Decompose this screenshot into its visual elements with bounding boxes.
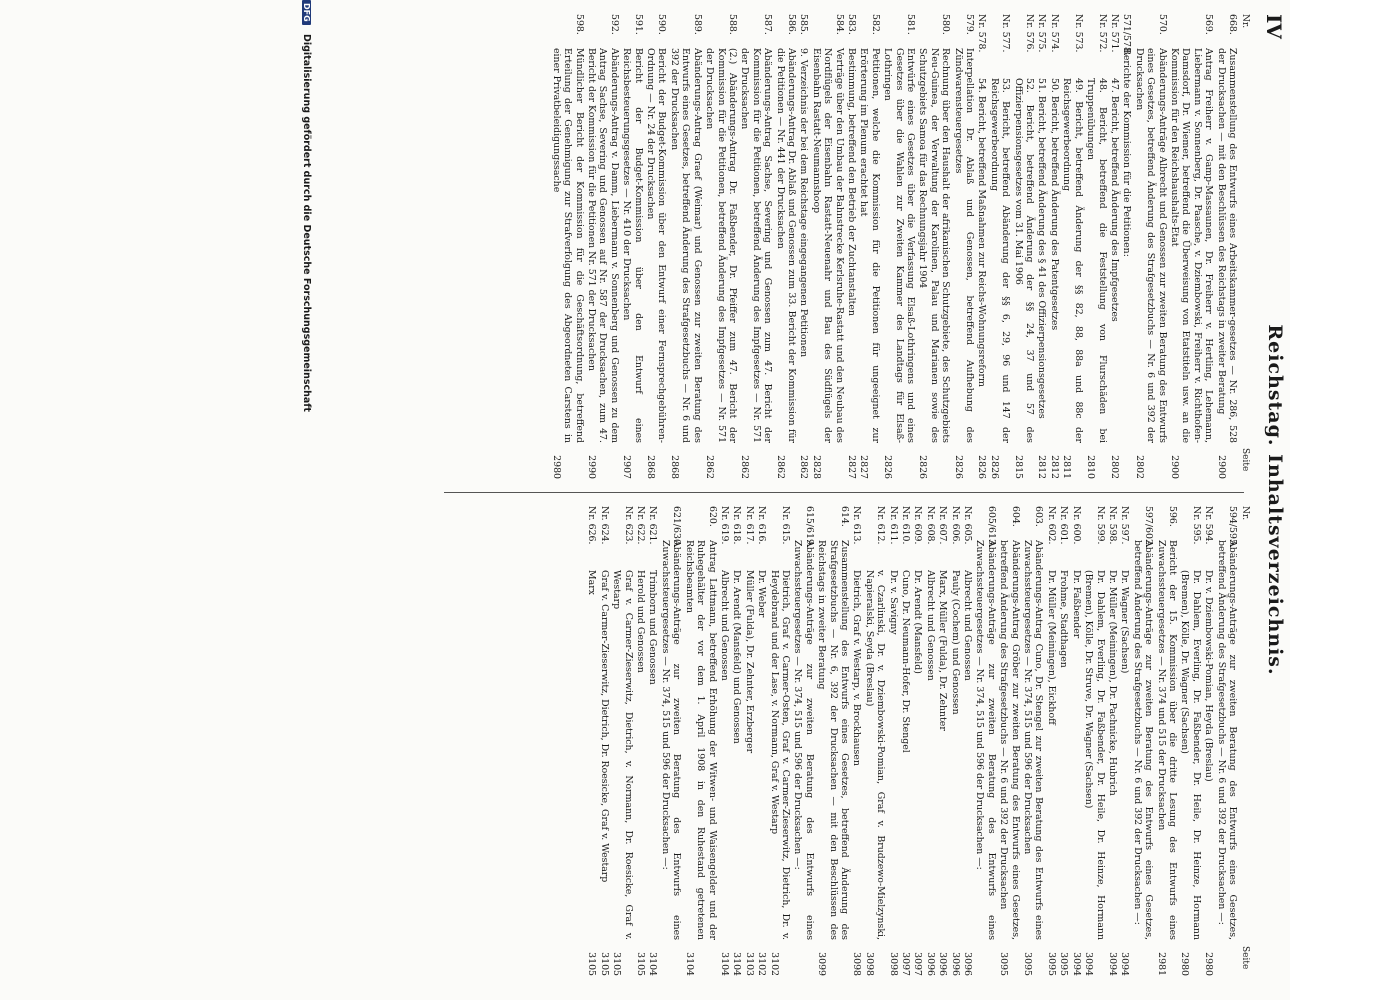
entry-page: 3102 [768,952,780,976]
entry-page: 2900 [1215,455,1227,479]
entry-number: 603. [1033,506,1045,527]
entry-number: 620. [706,506,718,527]
entry-number: Nr. 576. [1024,14,1036,53]
entry-page: 2990 [586,455,598,479]
entry-page: 2862 [739,455,751,479]
toc-entry [550,14,584,479]
entry-page: 2826 [988,455,1000,479]
entry-title: Dr. v. Dziembowski-Pomian, Heyda (Breslau) [1203,570,1215,782]
entry-title: 53. Bericht, betreffend Abänderung der §§ 6, 29, 96 und 147 der Reichsgewerbeordnung [988,78,1012,443]
entry-title: Abänderungs-Antrag Cuno, Dr. Stengel zur zweiten Beratung des Entwurfs eines Zuwachssteuergesetzes — Nr. 374, 515 und 596 der Drucksachen [1022,540,1045,940]
right-nr-label: Nr. [1240,506,1250,521]
entry-title: Bestimmung, betreffend den Betrieb der Zuchtanstalten [846,48,857,316]
toc-entry [962,506,973,976]
entry-title: Herold und Genossen [635,570,647,673]
entry-title: 50. Bericht, betreffend Änderung des Patentgesetzes [1048,78,1060,331]
entry-title: (2.) Abänderungs-Antrag Dr. Faßbender, Dr. Pfeiffer zum 47. Bericht der Kommission für die Petitionen, betreffend Änderung des Impfgesetzes — Nr. 571 der Drucksachen [704,48,738,443]
entry-page: 3103 [743,952,755,976]
toc-entry [743,506,754,976]
entry-number: Nr. 611. [887,506,899,545]
toc-entry [1203,506,1214,976]
entry-page: 3105 [635,952,647,976]
entry-number: 592. [608,14,620,35]
toc-entry [912,506,923,976]
entry-page: 3098 [887,952,899,976]
entry-page: 2980 [550,455,562,479]
entry-number: 615/619. [803,506,815,548]
entry-page: 3098 [851,952,863,976]
entry-number: Nr. 577. [1000,14,1012,53]
entry-page: 2826 [917,455,929,479]
entry-number: Nr. 571. [1108,14,1120,53]
entry-number: Nr. 616. [756,506,768,545]
entry-page: 2900 [1168,455,1180,479]
entry-title: 49. Bericht, betreffend Änderung der §§ 82, 88, 88a und 88c der Reichsgewerbeordnung [1061,78,1084,443]
entry-number: 604. [1009,506,1021,527]
entry-title: 52. Bericht, betreffend Änderung der §§ 24, 37 und 57 des Offizierpensionsgesetzes vom 31. Mai 1906 [1012,78,1036,443]
entry-title: v. Czarlinski, Dr. v. Dziembowski-Pomian, Graf v. Brudzewo-Mielzynski, Napieralski, Seyda (Breslau) [863,570,887,940]
entry-number: Nr. 626. [586,506,598,545]
entry-title: 47. Bericht, betreffend Änderung des Impfgesetzes [1108,78,1120,322]
entry-title: Antrag Lattmann, betreffend Erhöhung der Witwen- und Waisengelder und der Ruhegehälter der vor dem 1. April 1908 in den Ruhestand getretenen Reichsbeamten [683,540,718,940]
entry-title: Dr. Müller (Meiningen), Dr. Pachnicke, Hubrich [1106,570,1118,796]
entry-number: 605/613. [985,506,997,548]
page-header [1262,14,1286,986]
entry-page: 2826 [976,455,988,479]
page-title: Reichstag. Inhaltsverzeichnis. [1264,324,1286,676]
toc-entry [586,506,597,976]
dfg-logo: DFG [302,0,311,25]
entry-title: Dr. Weber [756,570,768,618]
entry-page: 3096 [949,952,961,976]
toc-entry [1085,14,1108,479]
toc-entry [952,14,975,479]
entry-number: Nr. 624. [598,506,610,545]
entry-page: 3094 [1070,952,1082,976]
entry-number: Nr. 621. [647,506,659,545]
entry-number: 583. [846,14,857,35]
entry-number: Nr. 595. [1190,506,1202,545]
entry-page: 2812 [1048,455,1060,479]
entry-title: Interpellation Dr. Ablaß und Genossen, betreffend Aufhebung des Zündwarensteuergesetzes [952,48,976,443]
toc-entry [774,14,797,479]
entry-page: 2827 [846,455,857,479]
entry-page: 3096 [924,952,936,976]
entry-number: 586. [785,14,797,35]
entry-number: Nr. 606. [949,506,961,545]
entry-title: Bericht der Budget-Kommission über den Entwurf eines Reichsbesteuerungsgesetzes — Nr. 410 der Drucksachen [621,48,644,443]
entry-page: 3095 [1045,952,1057,976]
entry-title: Dr. Dahlem, Everling, Dr. Faßbender, Dr. Heile, Dr. Heinze, Hormann (Bremen), Kölle, Dr. Wagner (Sachsen) [1179,570,1202,940]
toc-entry [792,506,815,976]
entry-number: 591. [632,14,644,35]
toc-entry [1155,506,1178,976]
entry-page: 3094 [1106,952,1118,976]
toc-entry [949,506,960,976]
entry-page: 2981 [1155,952,1167,976]
toc-entry [887,506,898,976]
entry-page: 2907 [621,455,633,479]
entry-title: Dr. Dahlem, Everling, Dr. Faßbender, Dr. Heile, Dr. Heinze, Hormann (Bremen), Kölle, Dr. Struve, Dr. Wagner (Sachsen) [1083,570,1106,940]
entry-page: 3097 [912,952,924,976]
left-nr-label: Nr. [1240,14,1250,29]
right-column [585,506,1238,976]
toc-entry [851,506,862,976]
entry-page: 3094 [1083,952,1095,976]
entry-number: 570. [1156,14,1168,35]
entry-title: Marx, Müller (Fulda), Dr. Zehnter [937,570,949,731]
toc-entry [998,506,1021,976]
entry-title: Abänderungs-Anträge zur zweiten Beratung des Entwurfs eines Gesetzes, betreffend Änderung des Strafgesetzbuchs — Nr. 6 und 392 der Drucksachen —: [1131,540,1155,940]
entry-title: Frohme, Stadthagen [1058,570,1070,668]
entry-title: 9. Verzeichnis der bei dem Reichstage eingegangenen Petitionen [798,48,810,358]
toc-entry [586,14,620,479]
entry-title: Dr. Müller (Meiningen), Eickhoff [1045,570,1057,725]
toc-entry [937,506,948,976]
entry-title: Abänderungs-Anträge zur zweiten Beratung des Entwurfs eines Zuwachssteuergesetzes — Nr. 374, 515 und 596 der Drucksachen —: [792,540,815,940]
entry-number: 579. [964,14,976,35]
toc-entry [719,506,730,976]
toc-entry [900,506,911,976]
entry-page: 2811 [1061,455,1073,479]
entry-title: Abänderungs-Antrag Sachse, Severing und Genossen zum 47. Bericht der Kommission für die Petitionen, betreffend Änderung des Impfgesetzes — Nr. 571 der Drucksachen [739,48,774,443]
entry-number: Nr. 573. [1072,14,1084,53]
entry-title: Graf v. Carmer-Zieserwitz, Dietrich, v. Normann, Dr. Roesicke, Graf v. Westarp [611,570,634,940]
toc-entry [660,506,683,976]
toc-entry [1083,506,1106,976]
entry-page: 2828 [810,455,822,479]
toc-entry [1022,506,1045,976]
entry-title: Marx [586,570,598,595]
entry-page: 3097 [900,952,912,976]
entry-number: Nr. 600. [1070,506,1082,545]
entry-number: 580. [940,14,952,35]
toc-entry [645,14,668,479]
entry-page: 2827 [858,455,870,479]
toc-entry [1036,14,1047,479]
entry-title: Dr. Wagner (Sachsen) [1119,570,1131,674]
entry-number: 585. [798,14,810,35]
toc-entry [1121,14,1132,479]
entry-title: Abänderungs-Antrag v. Damm, Liebermann v. Sonnenberg und Genossen zu dem Antrag Sachse, Severing und Genossen auf Nr. 587 der Drucksachen, zum 47. Bericht der Kommission für die Petitionen Nr. 571 der Drucksachen [586,48,620,443]
toc-entry [810,14,844,479]
entry-number: Nr. 623. [622,506,634,545]
toc-entry [1107,506,1118,976]
toc-entry [976,14,987,479]
entry-page: 3095 [1022,952,1034,976]
toc-entry [1109,14,1120,479]
toc-entry [1119,506,1130,976]
toc-entry [1131,506,1154,976]
toc-entry [1046,506,1057,976]
entry-page: 2802 [1108,455,1120,479]
entry-page: 3102 [756,952,768,976]
entry-page: 2868 [668,455,680,479]
entry-title: Bericht der Budget-Kommission über den Entwurf einer Fernsprechgebühren-Ordnung — Nr. 24 der Drucksachen [645,48,668,443]
toc-entry [1133,14,1167,479]
entry-page: 3096 [962,952,974,976]
entry-number: Nr. 609. [912,506,924,545]
page-number: IV [1262,14,1286,39]
entry-title: Rechnung über den Haushalt der afrikanischen Schutzgebiete, des Schutzgebiets Neu-Guinea, der Verwaltung der Karolinen, Palau und Marianen sowie des Schutzgebiets Samoa für das Rechnungsjahr 1904 [917,48,952,443]
entry-page: 3105 [586,952,598,976]
entry-number: Nr. 622. [635,506,647,545]
entry-page: 2826 [882,455,894,479]
entry-title: 51. Bericht, betreffend Änderung des § 41 des Offizierpensionsgesetzes [1036,78,1048,419]
entry-page: 3096 [937,952,949,976]
toc-entry [863,506,886,976]
toc-entry [704,14,738,479]
entry-number: 596. [1166,506,1178,527]
entry-page: 2862 [798,455,810,479]
toc-entry [1215,14,1238,479]
toc-entry [917,14,951,479]
toc-entry [739,14,773,479]
entry-number: Nr. 578. [976,14,988,53]
entry-page: 3105 [611,952,623,976]
entry-page: 2868 [645,455,657,479]
entry-number: Nr. 615. [779,506,791,545]
column-divider [444,492,1244,493]
toc-entry [1169,14,1215,479]
toc-entry [1070,506,1081,976]
entry-title: Dietrich, Graf v. Westarp, v. Brockhausen [851,570,863,766]
entry-page: 3099 [816,952,828,976]
entry-page: 2980 [1179,952,1191,976]
toc-entry [611,506,634,976]
entry-page: 3105 [598,952,610,976]
toc-entry [731,506,742,976]
entry-title: Abänderungs-Antrag Gröber zur zweiten Beratung des Entwurfs eines Gesetzes, betreffend Änderung des Strafgesetzbuchs — Nr. 6 und 392 der Drucksachen [998,540,1021,940]
entry-title: Trimborn und Genossen [647,570,659,685]
toc-entry [974,506,997,976]
toc-entry [1012,14,1035,479]
entry-number: 571/578. [1121,14,1133,56]
entry-number: Nr. 599. [1094,506,1106,545]
toc-entry [635,506,646,976]
entry-number: 569. [1203,14,1215,35]
entry-title: Pauly (Cochem) und Genossen [949,570,961,715]
entry-title: Dietrich, Graf v. Carmer-Osten, Graf v. Carmer-Zieserwitz, Dietrich, Dr. v. Heydebrand und der Lase, v. Normann, Graf v. Westarp [768,570,791,940]
entry-page: 2826 [952,455,964,479]
entry-number: Nr. 612. [875,506,887,545]
entry-title: 54. Bericht, betreffend Maßnahmen zur Reichs-Wohnungsreform [976,78,988,387]
entry-number: Nr. 613. [851,506,863,545]
entry-page: 2815 [1012,455,1024,479]
funding-footer [301,0,312,960]
entry-title: Dr. Arendt (Mansfeld) [912,570,924,674]
toc-entry [882,14,916,479]
entry-number: Nr. 608. [924,506,936,545]
toc-entry [924,506,935,976]
entry-title: Abänderungs-Anträge zur zweiten Beratung des Entwurfs eines Zuwachssteuergesetzes — Nr. 374, 515 und 596 der Drucksachen —: [659,540,683,940]
entry-number: 581. [905,14,917,35]
entry-title: Dr. v. Savigny [887,570,899,635]
entry-number: Nr. 594. [1203,506,1215,545]
entry-number: Nr. 572. [1096,14,1108,53]
entry-title: Abänderungs-Anträge Albrecht und Genossen zur zweiten Beratung des Entwurfs eines Gesetzes, betreffend Änderung des Strafgesetzbuchs — Nr. 6 und 392 der Drucksachen [1133,48,1168,443]
toc-entry [598,506,609,976]
entry-number: 597/602. [1143,506,1155,548]
entry-title: Albrecht und Genossen [962,570,974,681]
entry-number: Nr. 618. [731,506,743,545]
entry-title: Bericht der 15. Kommission über die dritte Lesung des Entwurfs eines Zuwachssteuergesetzes — Nr. 374 und 515 der Drucksachen [1155,540,1178,940]
entry-page: 3104 [731,952,743,976]
left-seite-label: Seite [1240,448,1250,472]
entry-number: 587. [762,14,774,35]
entry-page: 2862 [774,455,786,479]
toc-entry [988,14,1011,479]
entry-title: Berichte der Kommission für die Petitionen: [1121,48,1133,257]
entry-number: Nr. 619. [718,506,730,545]
entry-title: Müller (Fulda), Dr. Zehnter, Erzberger [743,570,755,754]
entry-title: Verträge über den Umbau der Bahnstrecke Kerlsruhe-Rastatt und den Neubau des Nordflügels der Eisenbahn Rastatt-Neuenahr und Bau des Südflügels der Eisenbahn Rastatt-Neumannshoop [810,48,845,443]
entry-number: 668. [1227,14,1238,35]
entry-number: Nr. 601. [1058,506,1070,545]
entry-title: Albrecht und Genossen [718,570,730,681]
entry-title: Zusammenstellung des Entwurfs eines Arbeitskammer-gesetzes — Nr. 286, 528 der Drucksachen — mit den Beschlüssen des Reichstags in zweiter Beratung [1215,48,1238,443]
entry-number: 589. [691,14,703,35]
entry-title: Abänderungs-Anträge zur zweiten Beratung des Entwurfs eines Gesetzes, betreffend Änderung des Strafgesetzbuchs — Nr. 6 und 392 der Drucksachen —: [1215,540,1238,940]
entry-page: 3094 [1119,952,1131,976]
entry-title: Albrecht und Genossen [924,570,936,681]
toc-entry [1058,506,1069,976]
entry-title: Dr. Arendt (Mansfeld) und Genossen [731,570,743,744]
toc-entry [798,14,809,479]
toc-entry [669,14,703,479]
entry-number: 584. [833,14,845,35]
entry-number: 588. [726,14,738,35]
toc-entry [1061,14,1084,479]
footer-text: Digitalisierung gefördert durch die Deutsche Forschungsgemeinschaft [301,33,312,412]
entry-page: 2802 [1133,455,1145,479]
entry-title: 48. Bericht, betreffend die Feststellung von Flurschäden bei Truppenübungen [1085,78,1108,443]
toc-entry [1049,14,1060,479]
entry-title: Antrag Freiherr v. Gamp-Massaunen, Dr. Freiherr v. Hertling, Lehemann, Liebermann v. Sonnenberg, Dr. Paasche, v. Dziembowski, Freiherr v. Richthofen-Damsdorf, Dr. Wiemer, betreffend die Überweisung von Etatstiteln usw. an die Kommission für den Reichshaushalts-Etat [1168,48,1215,443]
toc-entry [621,14,644,479]
entry-title: Mündlicher Bericht der Kommission für die Geschäftsordnung, betreffend Erteilung der Genehmigung zur Strafverfolgung des Abgeordneten Carstens in einer Privatbeleidigungssache [550,48,585,443]
entry-number: Nr. 598. [1106,506,1118,545]
entry-title: Graf v. Carmer-Zieserwitz, Dietrich, Dr. Roesicke, Graf v. Westarp [598,570,610,883]
toc-entry [683,506,717,976]
entry-page: 2862 [704,455,716,479]
toc-entry [1215,506,1238,976]
entry-page: 3098 [863,952,875,976]
entry-page: 3104 [647,952,659,976]
entry-page: 3095 [1058,952,1070,976]
entry-title: Petitionen, welche die Kommission für die Petitionen für ungeeignet zur Erörterung im Plenum erachtet hat [858,48,881,443]
entry-page: 2812 [1036,455,1048,479]
entry-title: Abänderungs-Antrag Dr. Ablaß und Genossen zum 33. Bericht der Kommission für die Petitionen — Nr. 441 der Drucksachen [774,48,797,443]
toc-entry [846,14,857,479]
entry-page: 2980 [1203,952,1215,976]
entry-number: 582. [869,14,881,35]
toc-entry [816,506,850,976]
entry-page: 3104 [683,952,695,976]
entry-number: Nr. 602. [1045,506,1057,545]
entry-number: Nr. 617. [743,506,755,545]
entry-number: Nr. 597. [1119,506,1131,545]
entry-title: Zusammenstellung des Entwurfs eines Gesetzes, betreffend Änderung des Strafgesetzbuchs — Nr. 6, 392 der Drucksachen — mit den Beschlüssen des Reichstags in zweiter Beratung [816,540,850,940]
entry-number: Nr. 574. [1048,14,1060,53]
toc-entry [858,14,881,479]
toc-entry [647,506,658,976]
entry-title: Cuno, Dr. Neumann-Hofer, Dr. Stengel [900,570,912,753]
entry-number: Nr. 605. [962,506,974,545]
left-column [549,14,1238,479]
entry-page: 3104 [718,952,730,976]
entry-number: Nr. 575. [1036,14,1048,53]
toc-entry [756,506,767,976]
entry-title: Entwürfe eines Gesetzes über die Verfassung Elsaß-Lothringens und eines Gesetzes über die Wahlen zur Zweiten Kammer des Landtags für Elsaß-Lothringen [882,48,917,443]
right-seite-label: Seite [1240,946,1250,970]
entry-number: 590. [656,14,668,35]
entry-number: Nr. 607. [937,506,949,545]
toc-entry [768,506,791,976]
entry-number: 598. [573,14,585,35]
toc-entry [1179,506,1202,976]
entry-title: Abänderungs-Anträge zur zweiten Beratung des Entwurfs eines Zuwachssteuergesetzes — Nr. 374, 515 und 596 der Drucksachen —: [974,540,997,940]
entry-title: Dr. Faßbender [1070,570,1082,639]
entry-number: 621/630. [671,506,683,548]
entry-number: 594/595. [1227,506,1238,548]
entry-number: 614. [839,506,850,527]
entry-number: Nr. 610. [900,506,912,545]
entry-title: Abänderungs-Antrag Graef (Weimar) und Genossen zur zweiten Beratung des Entwurfs eines Gesetzes, betreffend Änderung des Strafgesetzbuchs — Nr. 6 und 392 der Drucksachen [668,48,703,443]
entry-page: 2810 [1085,455,1097,479]
entry-page: 3095 [998,952,1010,976]
